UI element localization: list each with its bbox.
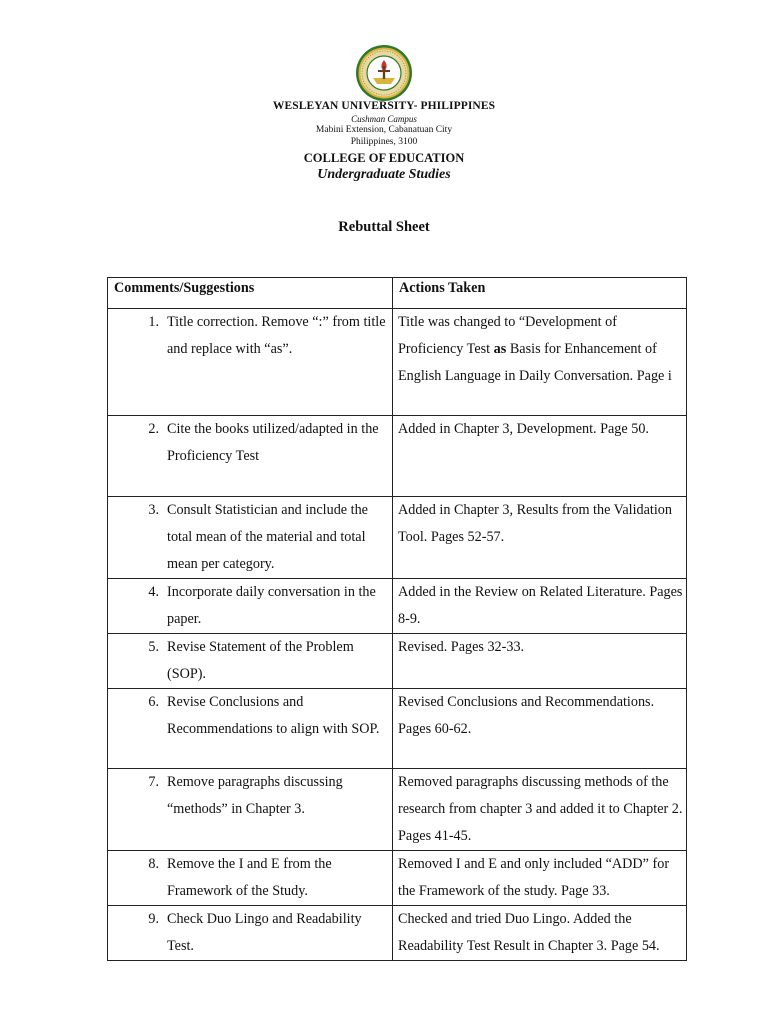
action-cell <box>393 634 687 689</box>
action-cell <box>393 851 687 906</box>
comment-cell <box>108 851 393 906</box>
action-text: Checked and tried Duo Lingo. Added the Readability Test Result in Chapter 3. Page 54. <box>398 911 660 954</box>
document-title: Rebuttal Sheet <box>338 219 430 235</box>
action-text: Title was changed to “Development of Proficiency Test <box>398 314 617 357</box>
action-cell <box>393 309 687 416</box>
action-text: Removed I and E and only included “ADD” for the Framework of the study. Page 33. <box>398 856 670 899</box>
comment-cell <box>108 416 393 497</box>
comment-text: Consult Statistician and include the total mean of the material and total mean per category. <box>167 502 368 572</box>
comment-text: Incorporate daily conversation in the paper. <box>167 584 376 627</box>
item-number: 6. <box>148 694 159 710</box>
item-number: 2. <box>148 421 159 437</box>
item-number: 4. <box>148 584 159 600</box>
header-comments: Comments/Suggestions <box>108 278 393 309</box>
header-actions: Actions Taken <box>393 278 687 309</box>
comment-cell <box>108 906 393 961</box>
college-name: COLLEGE OF EDUCATION <box>303 151 465 165</box>
table-row <box>108 634 687 689</box>
table-row <box>108 851 687 906</box>
comment-cell <box>108 497 393 579</box>
comment-text: Revise Statement of the Problem (SOP). <box>167 639 354 682</box>
comment-text: Title correction. Remove “:” from title and replace with “as”. <box>167 314 386 357</box>
table-row <box>108 906 687 961</box>
table-header-row <box>108 278 687 309</box>
comment-cell <box>108 634 393 689</box>
table-row <box>108 416 687 497</box>
action-cell <box>393 579 687 634</box>
table-row <box>108 309 687 416</box>
comment-text: Revise Conclusions and Recommendations to align with SOP. <box>167 694 380 737</box>
table-row <box>108 497 687 579</box>
comment-cell <box>108 309 393 416</box>
item-number: 7. <box>148 774 159 790</box>
item-number: 9. <box>148 911 159 927</box>
action-text: Removed paragraphs discussing methods of the research from chapter 3 and added it to Chapter 2. Pages 41-45. <box>398 774 683 844</box>
comment-cell <box>108 769 393 851</box>
action-text-bold: as <box>493 341 507 357</box>
action-text-continued: Basis for Enhancement of English Language in Daily Conversation. Page i <box>398 341 672 384</box>
comment-text: Remove the I and E from the Framework of the Study. <box>167 856 332 899</box>
comment-cell <box>108 579 393 634</box>
item-number: 3. <box>148 502 159 518</box>
action-text: Added in Chapter 3, Results from the Validation Tool. Pages 52-57. <box>398 502 672 545</box>
campus-name: Cushman Campus <box>351 114 417 124</box>
university-seal-icon <box>355 44 413 102</box>
action-cell <box>393 769 687 851</box>
address-line: Mabini Extension, Cabanatuan City <box>315 125 453 135</box>
action-text: Revised Conclusions and Recommendations. Pages 60-62. <box>398 694 655 737</box>
action-cell <box>393 497 687 579</box>
action-cell <box>393 416 687 497</box>
item-number: 1. <box>148 314 159 330</box>
table-row <box>108 689 687 769</box>
comment-text: Remove paragraphs discussing “methods” in Chapter 3. <box>167 774 343 817</box>
action-text: Added in Chapter 3, Development. Page 50. <box>398 421 649 437</box>
rebuttal-table <box>107 277 687 961</box>
comment-text: Cite the books utilized/adapted in the Proficiency Test <box>167 421 379 464</box>
table-row <box>108 579 687 634</box>
action-cell <box>393 906 687 961</box>
item-number: 8. <box>148 856 159 872</box>
division-name: Undergraduate Studies <box>317 167 451 182</box>
table-row <box>108 769 687 851</box>
action-text: Revised. Pages 32-33. <box>398 639 525 655</box>
action-cell <box>393 689 687 769</box>
university-name: WESLEYAN UNIVERSITY- PHILIPPINES <box>272 100 496 112</box>
item-number: 5. <box>148 639 159 655</box>
country-line: Philippines, 3100 <box>350 137 418 147</box>
comment-cell <box>108 689 393 769</box>
action-text: Added in the Review on Related Literature. Pages 8-9. <box>398 584 683 627</box>
comment-text: Check Duo Lingo and Readability Test. <box>167 911 362 954</box>
